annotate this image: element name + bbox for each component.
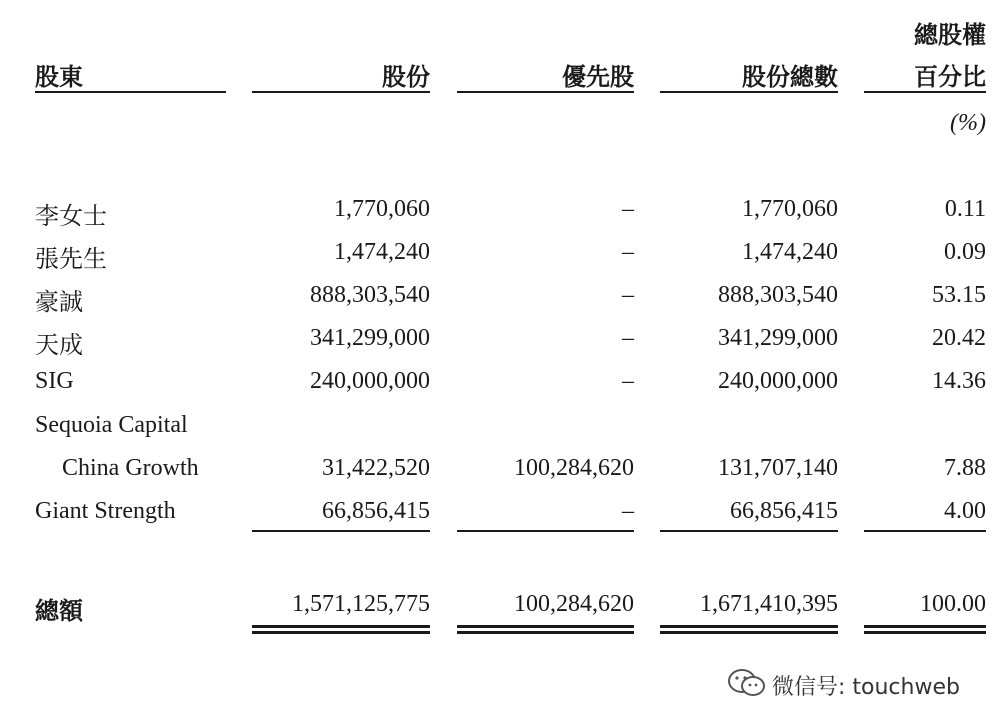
header-rule-percent	[864, 91, 986, 93]
header-shareholder: 股東	[35, 63, 83, 91]
row-name: Sequoia Capital	[35, 412, 188, 438]
subtotal-rule-shares	[252, 530, 430, 532]
row-name-continued: China Growth	[62, 455, 199, 481]
double-rule-total-shares-top	[660, 625, 838, 628]
row-total: 131,707,140	[718, 455, 838, 481]
row-total: 240,000,000	[718, 368, 838, 394]
header-percent-line1: 總股權	[914, 21, 986, 49]
percent-unit: (%)	[950, 110, 986, 136]
row-percent: 14.36	[932, 368, 986, 394]
row-shares: 1,770,060	[334, 196, 430, 222]
double-rule-total-shares-bottom	[660, 631, 838, 634]
row-shares: 31,422,520	[322, 455, 430, 481]
double-rule-preferred-bottom	[457, 631, 634, 634]
row-percent: 4.00	[944, 498, 986, 524]
subtotal-rule-total-shares	[660, 530, 838, 532]
row-name: 豪誠	[35, 290, 83, 316]
header-rule-total-shares	[660, 91, 838, 93]
double-rule-percent-bottom	[864, 631, 986, 634]
header-rule-preferred	[457, 91, 634, 93]
row-shares: 66,856,415	[322, 498, 430, 524]
row-preferred: 100,284,620	[514, 455, 634, 481]
total-percent: 100.00	[920, 591, 986, 617]
double-rule-preferred-top	[457, 625, 634, 628]
row-shares: 341,299,000	[310, 325, 430, 351]
total-label: 總額	[35, 597, 83, 625]
double-rule-shares-bottom	[252, 631, 430, 634]
row-total: 888,303,540	[718, 282, 838, 308]
row-percent: 53.15	[932, 282, 986, 308]
row-total: 66,856,415	[730, 498, 838, 524]
row-percent: 0.11	[944, 196, 986, 222]
double-rule-percent-top	[864, 625, 986, 628]
row-name: 李女士	[35, 204, 107, 230]
row-preferred: –	[622, 196, 634, 222]
row-percent: 20.42	[932, 325, 986, 351]
header-percent-line2: 百分比	[914, 63, 986, 91]
row-preferred: –	[622, 368, 634, 394]
row-percent: 0.09	[944, 239, 986, 265]
row-total: 341,299,000	[718, 325, 838, 351]
subtotal-rule-percent	[864, 530, 986, 532]
total-preferred: 100,284,620	[514, 591, 634, 617]
row-shares: 240,000,000	[310, 368, 430, 394]
header-shares: 股份	[382, 63, 430, 91]
row-preferred: –	[622, 498, 634, 524]
row-shares: 888,303,540	[310, 282, 430, 308]
header-rule-shareholder	[35, 91, 226, 93]
row-preferred: –	[622, 239, 634, 265]
row-name: Giant Strength	[35, 498, 176, 524]
subtotal-rule-preferred	[457, 530, 634, 532]
row-percent: 7.88	[944, 455, 986, 481]
row-total: 1,770,060	[742, 196, 838, 222]
row-total: 1,474,240	[742, 239, 838, 265]
header-total-shares: 股份總數	[742, 63, 838, 91]
row-name: 張先生	[35, 247, 107, 273]
header-preferred: 優先股	[562, 63, 634, 91]
wechat-icon	[727, 668, 767, 703]
watermark-text: 微信号: touchweb	[772, 675, 960, 700]
row-preferred: –	[622, 282, 634, 308]
row-name: SIG	[35, 368, 74, 394]
row-name: 天成	[35, 333, 83, 359]
row-preferred: –	[622, 325, 634, 351]
total-shares: 1,571,125,775	[292, 591, 430, 617]
header-rule-shares	[252, 91, 430, 93]
row-shares: 1,474,240	[334, 239, 430, 265]
double-rule-shares-top	[252, 625, 430, 628]
total-total-shares: 1,671,410,395	[700, 591, 838, 617]
